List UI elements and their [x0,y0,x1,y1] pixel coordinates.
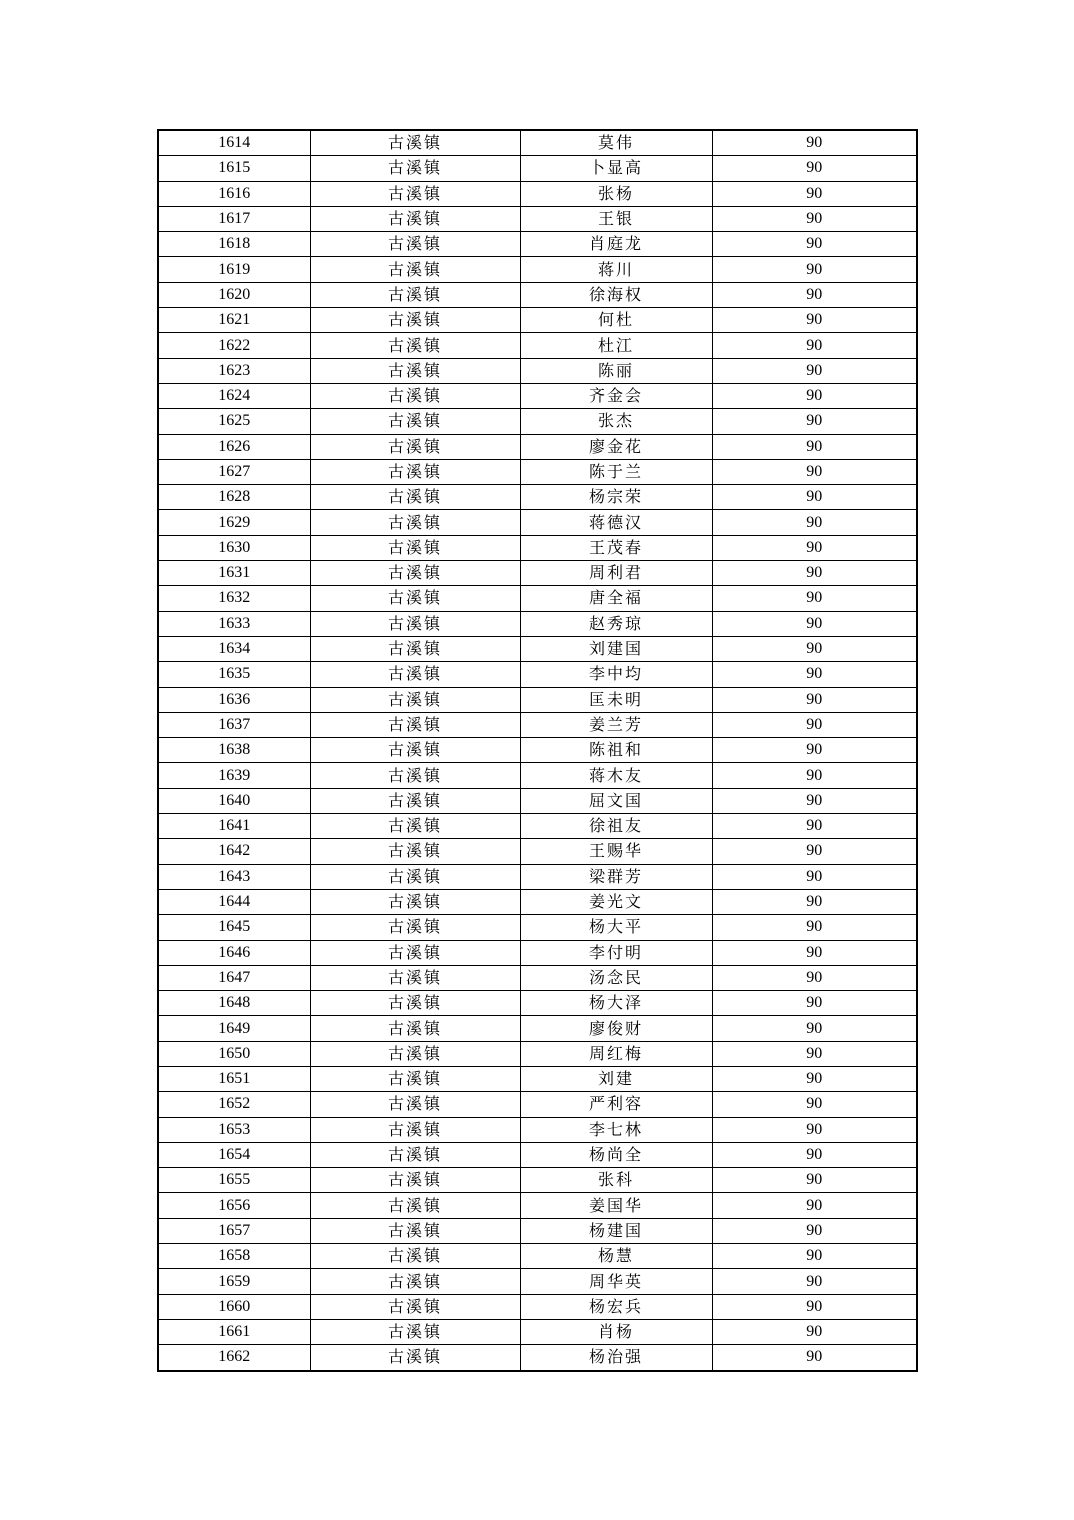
town-cell: 古溪镇 [310,1066,520,1091]
amount-cell: 90 [712,383,917,408]
name-cell: 王赐华 [520,839,712,864]
table-row [158,510,917,535]
serial-number-cell: 1648 [158,991,310,1016]
serial-number-cell: 1642 [158,839,310,864]
serial-number-cell: 1662 [158,1345,310,1371]
amount-cell: 90 [712,687,917,712]
name-cell: 杨建国 [520,1218,712,1243]
amount-cell: 90 [712,965,917,990]
town-cell: 古溪镇 [310,1041,520,1066]
name-cell: 张杨 [520,181,712,206]
town-cell: 古溪镇 [310,636,520,661]
town-cell: 古溪镇 [310,991,520,1016]
name-cell: 姜光文 [520,889,712,914]
amount-cell: 90 [712,434,917,459]
serial-number-cell: 1634 [158,636,310,661]
serial-number-cell: 1629 [158,510,310,535]
table-row [158,459,917,484]
town-cell: 古溪镇 [310,712,520,737]
table-row [158,889,917,914]
serial-number-cell: 1641 [158,814,310,839]
amount-cell: 90 [712,358,917,383]
town-cell: 古溪镇 [310,940,520,965]
town-cell: 古溪镇 [310,839,520,864]
town-cell: 古溪镇 [310,130,520,156]
town-cell: 古溪镇 [310,535,520,560]
table-row [158,712,917,737]
table-row [158,940,917,965]
serial-number-cell: 1652 [158,1092,310,1117]
name-cell: 杨尚全 [520,1142,712,1167]
town-cell: 古溪镇 [310,206,520,231]
amount-cell: 90 [712,788,917,813]
amount-cell: 90 [712,889,917,914]
amount-cell: 90 [712,915,917,940]
amount-cell: 90 [712,586,917,611]
serial-number-cell: 1631 [158,561,310,586]
table-row [158,561,917,586]
amount-cell: 90 [712,561,917,586]
town-cell: 古溪镇 [310,156,520,181]
amount-cell: 90 [712,712,917,737]
name-cell: 张杰 [520,409,712,434]
serial-number-cell: 1624 [158,383,310,408]
amount-cell: 90 [712,1319,917,1344]
table-row [158,839,917,864]
table-row [158,206,917,231]
serial-number-cell: 1620 [158,282,310,307]
name-cell: 杨宏兵 [520,1294,712,1319]
town-cell: 古溪镇 [310,409,520,434]
serial-number-cell: 1640 [158,788,310,813]
serial-number-cell: 1655 [158,1168,310,1193]
town-cell: 古溪镇 [310,485,520,510]
town-cell: 古溪镇 [310,1092,520,1117]
serial-number-cell: 1632 [158,586,310,611]
serial-number-cell: 1659 [158,1269,310,1294]
table-row [158,1345,917,1371]
town-cell: 古溪镇 [310,308,520,333]
serial-number-cell: 1637 [158,712,310,737]
town-cell: 古溪镇 [310,687,520,712]
name-cell: 姜兰芳 [520,712,712,737]
table-row [158,763,917,788]
name-cell: 齐金会 [520,383,712,408]
serial-number-cell: 1621 [158,308,310,333]
name-cell: 杨慧 [520,1244,712,1269]
amount-cell: 90 [712,1117,917,1142]
name-cell: 周利君 [520,561,712,586]
amount-cell: 90 [712,459,917,484]
name-cell: 陈丽 [520,358,712,383]
town-cell: 古溪镇 [310,788,520,813]
serial-number-cell: 1616 [158,181,310,206]
name-cell: 周华英 [520,1269,712,1294]
table-row [158,333,917,358]
table-row [158,814,917,839]
serial-number-cell: 1626 [158,434,310,459]
amount-cell: 90 [712,1066,917,1091]
name-cell: 杨大泽 [520,991,712,1016]
name-cell: 梁群芳 [520,864,712,889]
amount-cell: 90 [712,206,917,231]
table-row [158,232,917,257]
table-row [158,1117,917,1142]
town-cell: 古溪镇 [310,232,520,257]
town-cell: 古溪镇 [310,282,520,307]
table-row [158,738,917,763]
name-cell: 廖俊财 [520,1016,712,1041]
town-cell: 古溪镇 [310,1269,520,1294]
name-cell: 姜国华 [520,1193,712,1218]
town-cell: 古溪镇 [310,1244,520,1269]
name-cell: 陈祖和 [520,738,712,763]
town-cell: 古溪镇 [310,889,520,914]
name-cell: 杨宗荣 [520,485,712,510]
amount-cell: 90 [712,409,917,434]
table-row [158,1319,917,1344]
town-cell: 古溪镇 [310,1193,520,1218]
name-cell: 蒋木友 [520,763,712,788]
town-cell: 古溪镇 [310,561,520,586]
table-row [158,1041,917,1066]
table-row [158,156,917,181]
serial-number-cell: 1650 [158,1041,310,1066]
name-cell: 杨治强 [520,1345,712,1371]
town-cell: 古溪镇 [310,1117,520,1142]
name-cell: 屈文国 [520,788,712,813]
serial-number-cell: 1656 [158,1193,310,1218]
town-cell: 古溪镇 [310,459,520,484]
town-cell: 古溪镇 [310,181,520,206]
serial-number-cell: 1633 [158,611,310,636]
table-row [158,788,917,813]
serial-number-cell: 1657 [158,1218,310,1243]
amount-cell: 90 [712,333,917,358]
town-cell: 古溪镇 [310,965,520,990]
name-cell: 徐海权 [520,282,712,307]
serial-number-cell: 1646 [158,940,310,965]
town-cell: 古溪镇 [310,1218,520,1243]
town-cell: 古溪镇 [310,1168,520,1193]
town-cell: 古溪镇 [310,738,520,763]
table-row [158,409,917,434]
town-cell: 古溪镇 [310,257,520,282]
amount-cell: 90 [712,257,917,282]
table-row [158,1218,917,1243]
table-row [158,1244,917,1269]
table-row [158,611,917,636]
table-row [158,965,917,990]
serial-number-cell: 1630 [158,535,310,560]
amount-cell: 90 [712,1218,917,1243]
amount-cell: 90 [712,839,917,864]
serial-number-cell: 1615 [158,156,310,181]
amount-cell: 90 [712,662,917,687]
table-row [158,915,917,940]
serial-number-cell: 1622 [158,333,310,358]
town-cell: 古溪镇 [310,763,520,788]
town-cell: 古溪镇 [310,1319,520,1344]
name-cell: 蒋德汉 [520,510,712,535]
serial-number-cell: 1654 [158,1142,310,1167]
table-row [158,1193,917,1218]
town-cell: 古溪镇 [310,383,520,408]
table-row [158,1092,917,1117]
town-cell: 古溪镇 [310,611,520,636]
serial-number-cell: 1644 [158,889,310,914]
amount-cell: 90 [712,1269,917,1294]
amount-cell: 90 [712,1193,917,1218]
name-cell: 徐祖友 [520,814,712,839]
table-body [158,130,917,1371]
amount-cell: 90 [712,1092,917,1117]
town-cell: 古溪镇 [310,434,520,459]
name-cell: 赵秀琼 [520,611,712,636]
name-cell: 严利容 [520,1092,712,1117]
table-row [158,687,917,712]
serial-number-cell: 1619 [158,257,310,282]
town-cell: 古溪镇 [310,1294,520,1319]
name-cell: 卜显高 [520,156,712,181]
town-cell: 古溪镇 [310,333,520,358]
table-row [158,991,917,1016]
name-cell: 唐全福 [520,586,712,611]
name-cell: 陈于兰 [520,459,712,484]
table-row [158,636,917,661]
name-cell: 刘建 [520,1066,712,1091]
table-row [158,1016,917,1041]
amount-cell: 90 [712,1041,917,1066]
town-cell: 古溪镇 [310,510,520,535]
amount-cell: 90 [712,940,917,965]
table-row [158,1294,917,1319]
amount-cell: 90 [712,308,917,333]
serial-number-cell: 1643 [158,864,310,889]
town-cell: 古溪镇 [310,586,520,611]
name-cell: 周红梅 [520,1041,712,1066]
name-cell: 肖庭龙 [520,232,712,257]
amount-cell: 90 [712,510,917,535]
serial-number-cell: 1649 [158,1016,310,1041]
amount-cell: 90 [712,282,917,307]
amount-cell: 90 [712,130,917,156]
amount-cell: 90 [712,232,917,257]
town-cell: 古溪镇 [310,662,520,687]
name-cell: 王银 [520,206,712,231]
table-row [158,434,917,459]
town-cell: 古溪镇 [310,814,520,839]
amount-cell: 90 [712,1294,917,1319]
amount-cell: 90 [712,636,917,661]
serial-number-cell: 1636 [158,687,310,712]
serial-number-cell: 1614 [158,130,310,156]
table-row [158,358,917,383]
name-cell: 李七林 [520,1117,712,1142]
name-cell: 蒋川 [520,257,712,282]
table-row [158,282,917,307]
amount-cell: 90 [712,991,917,1016]
serial-number-cell: 1653 [158,1117,310,1142]
amount-cell: 90 [712,485,917,510]
table-row [158,1066,917,1091]
name-cell: 李付明 [520,940,712,965]
data-table [157,129,918,1372]
name-cell: 何杜 [520,308,712,333]
amount-cell: 90 [712,611,917,636]
table-row [158,383,917,408]
town-cell: 古溪镇 [310,864,520,889]
amount-cell: 90 [712,814,917,839]
serial-number-cell: 1639 [158,763,310,788]
table-row [158,485,917,510]
name-cell: 张科 [520,1168,712,1193]
table-row [158,662,917,687]
name-cell: 刘建国 [520,636,712,661]
name-cell: 汤念民 [520,965,712,990]
name-cell: 肖杨 [520,1319,712,1344]
serial-number-cell: 1651 [158,1066,310,1091]
name-cell: 杨大平 [520,915,712,940]
serial-number-cell: 1661 [158,1319,310,1344]
table-row [158,864,917,889]
name-cell: 匡未明 [520,687,712,712]
serial-number-cell: 1617 [158,206,310,231]
table-row [158,181,917,206]
name-cell: 李中均 [520,662,712,687]
serial-number-cell: 1645 [158,915,310,940]
serial-number-cell: 1660 [158,1294,310,1319]
amount-cell: 90 [712,181,917,206]
serial-number-cell: 1635 [158,662,310,687]
amount-cell: 90 [712,1142,917,1167]
serial-number-cell: 1627 [158,459,310,484]
serial-number-cell: 1647 [158,965,310,990]
amount-cell: 90 [712,1345,917,1371]
table-row [158,308,917,333]
town-cell: 古溪镇 [310,1016,520,1041]
amount-cell: 90 [712,763,917,788]
name-cell: 莫伟 [520,130,712,156]
serial-number-cell: 1623 [158,358,310,383]
table-row [158,1269,917,1294]
serial-number-cell: 1638 [158,738,310,763]
serial-number-cell: 1625 [158,409,310,434]
serial-number-cell: 1628 [158,485,310,510]
table-row [158,535,917,560]
table-row [158,1142,917,1167]
name-cell: 廖金花 [520,434,712,459]
serial-number-cell: 1658 [158,1244,310,1269]
table-row [158,586,917,611]
town-cell: 古溪镇 [310,1345,520,1371]
amount-cell: 90 [712,738,917,763]
name-cell: 王茂春 [520,535,712,560]
amount-cell: 90 [712,156,917,181]
table-row [158,130,917,156]
amount-cell: 90 [712,1168,917,1193]
amount-cell: 90 [712,864,917,889]
name-cell: 杜江 [520,333,712,358]
serial-number-cell: 1618 [158,232,310,257]
table-row [158,257,917,282]
town-cell: 古溪镇 [310,915,520,940]
amount-cell: 90 [712,1016,917,1041]
town-cell: 古溪镇 [310,358,520,383]
amount-cell: 90 [712,535,917,560]
amount-cell: 90 [712,1244,917,1269]
town-cell: 古溪镇 [310,1142,520,1167]
table-row [158,1168,917,1193]
